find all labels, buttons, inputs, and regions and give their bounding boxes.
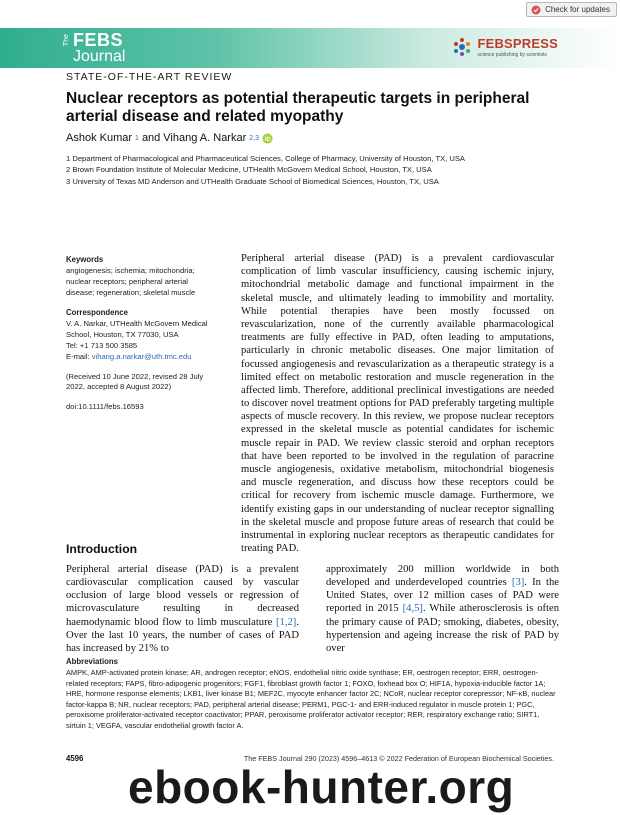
abbreviations-block bbox=[66, 656, 556, 731]
logo-febs: FEBS bbox=[73, 30, 124, 50]
citation-link[interactable]: [1,2] bbox=[276, 616, 297, 628]
keywords-heading: Keywords bbox=[66, 255, 104, 264]
correspondence-block bbox=[66, 307, 214, 362]
intro-text: . In the United States, over 12 million cases of PAD were reported in 2015 bbox=[326, 577, 559, 615]
keywords-text: angiogenesis; ischemia; mitochondria; nuclear receptors; peripheral arterial disease; regeneration; skeletal muscle bbox=[66, 266, 196, 297]
article-sidebar bbox=[66, 254, 214, 422]
correspondence-heading: Correspondence bbox=[66, 308, 128, 318]
author-affiliation-sup[interactable]: 1 bbox=[135, 134, 139, 142]
orcid-icon[interactable] bbox=[262, 133, 273, 144]
intro-column-right bbox=[326, 563, 559, 655]
correspondence-email bbox=[66, 352, 214, 363]
citation-link[interactable]: [3] bbox=[511, 577, 525, 589]
febs-press-logo bbox=[451, 36, 558, 58]
affiliation-list bbox=[66, 153, 465, 187]
email-label: E-mail: bbox=[66, 351, 92, 361]
citation-link[interactable]: [4,5] bbox=[402, 603, 423, 615]
intro-text: . While atherosclerosis is often the primary cause of PAD; smoking, diabetes, obesity, hypertension and ageing increase the risk of PAD by over bbox=[326, 603, 559, 654]
check-for-updates-button[interactable] bbox=[526, 2, 617, 17]
journal-footer-citation: The FEBS Journal 290 (2023) 4596–4613 © 2022 Federation of European Biochemical Societies. bbox=[243, 754, 554, 763]
febs-press-dots-icon bbox=[451, 36, 473, 58]
keywords-block bbox=[66, 254, 214, 298]
author-list bbox=[66, 132, 273, 144]
watermark-text: ebook-hunter.org bbox=[128, 761, 515, 813]
affiliation-item: 3 University of Texas MD Anderson and UTHealth Graduate School of Biomedical Sciences, Houston, TX, USA bbox=[66, 176, 439, 186]
check-for-updates-label: Check for updates bbox=[545, 5, 610, 14]
page-number: 4596 bbox=[66, 754, 84, 763]
author-name[interactable]: Ashok Kumar bbox=[66, 132, 133, 144]
author-conjunction: and bbox=[141, 132, 161, 144]
logo-journal: Journal bbox=[73, 48, 126, 65]
introduction-heading: Introduction bbox=[66, 542, 138, 556]
update-badge-icon bbox=[531, 5, 541, 15]
received-dates: (Received 10 June 2022, revised 28 July 2022, accepted 8 August 2022) bbox=[66, 371, 204, 392]
press-name: FEBSPRESS bbox=[477, 36, 558, 51]
abstract-text: Peripheral arterial disease (PAD) is a prevalent cardiovascular complication of limb vascular insufficiency, causing ischemic injury, mitochondrial metabolic damage and functional impairment in the skeletal muscle, and ultimately leading to immobility and mortality. While potential therapies have been mostly focussed on revascularization, none of the currently available pharmacological treatments are fully effective in PAD, often leading to amputations, particularly in chronic metabolic diseases. One major limitation of focussed angiogenesis and revascularization as a therapeutic strategy is a limited effect on metabolic restoration and muscle regeneration in the affected limb. Therefore, additional preclinical investigations are needed to discover novel treatment options for PAD preferably targeting multiple aspects of muscle recovery. In this review, we propose nuclear receptors expressed in the skeletal muscle as potential candidates for ischemic muscle repair in PAD. We review classic steroid and orphan receptors that have been reported to be involved in the regulation of paracrine muscle angiogenesis, oxidative metabolism, mitochondrial biogenesis and muscle regeneration, and discuss how these receptors could be critical for recovery from ischemic muscle damage. Furthermore, we identify existing gaps in our understanding of nuclear receptor signalling in the skeletal muscle and propose future areas of research that could be instrumental in exploring nuclear receptors as therapeutic candidates for treating PAD. bbox=[241, 253, 554, 555]
author-name[interactable]: Vihang A. Narkar bbox=[163, 132, 247, 144]
intro-column-left bbox=[66, 563, 299, 655]
email-link[interactable]: vihang.a.narkar@uth.tmc.edu bbox=[91, 351, 192, 361]
intro-text: approximately 200 million worldwide in both developed and underdeveloped countries bbox=[326, 564, 559, 589]
press-tagline: science publishing by scientists bbox=[477, 52, 547, 58]
article-title: Nuclear receptors as potential therapeutic targets in peripheral arterial disease and related myopathy bbox=[66, 90, 530, 126]
abbreviations-heading: Abbreviations bbox=[66, 657, 118, 666]
doi-text[interactable]: doi:10.1111/febs.16593 bbox=[66, 402, 144, 412]
intro-text: Peripheral arterial disease (PAD) is a prevalent cardiovascular complication caused by vascular occlusion of large blood vessels or regression of microvasculature resulting in decreased haemodynamic blood flow to limb musculature bbox=[66, 564, 299, 628]
logo-the: The bbox=[63, 34, 70, 47]
affiliation-item: 2 Brown Foundation Institute of Molecular Medicine, UTHealth McGovern Medical School, Houston, TX, USA bbox=[66, 165, 432, 175]
abbreviations-text: AMPK, AMP-activated protein kinase; AR, androgen receptor; eNOS, endothelial nitric oxide synthase; ER, oestrogen receptor; ERR, oestrogen-related receptors; FAPS, fibro-adipogenic progenitors; FGF1, fibroblast growth factor 1; FOXO, foxhead box O; HIF1A, hypoxia-inducible factor 1A; HRE, hormone response elements; LKB1, liver kinase B1; MEF2C, myocyte enhancer factor 2C; NCoR, nuclear receptor corepressor; NF-κB, nuclear factor-kappa B; NR, nuclear receptors; PAD, peripheral arterial disease; PERM1, PGC-1- and ERR-induced regulator in muscle protein 1; PGC, peroxisome proliferator-activated receptor coactivator; PPAR, peroxisome proliferator activator receptor; RER, respiratory exchange ratio; SIRT1, sirtuin 1; VEGFA, vascular endothelial growth factor A. bbox=[66, 668, 556, 730]
affiliation-item: 1 Department of Pharmacological and Pharmaceutical Sciences, College of Pharmacy, University of Houston, TX, USA bbox=[66, 154, 465, 163]
intro-text: . Over the last 10 years, the number of cases of PAD has increased by 21% to bbox=[66, 616, 299, 654]
author-affiliation-sup[interactable]: 2,3 bbox=[249, 134, 259, 142]
correspondence-address: V. A. Narkar, UTHealth McGovern Medical School, Houston, TX 77030, USA bbox=[66, 319, 208, 340]
article-type-label: STATE-OF-THE-ART REVIEW bbox=[66, 71, 233, 83]
correspondence-tel: Tel: +1 713 500 3585 bbox=[66, 341, 138, 351]
